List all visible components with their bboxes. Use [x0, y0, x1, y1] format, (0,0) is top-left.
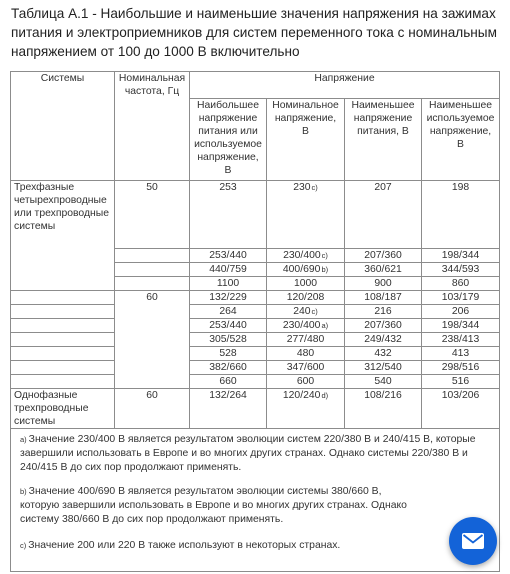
value-cell: 206 — [422, 305, 500, 319]
footnote-mark: c) — [311, 307, 318, 316]
value-cell: 207/360 — [345, 249, 422, 263]
value-cell: 240$^{c)}$ — [267, 305, 345, 319]
system-cell-empty — [11, 361, 115, 375]
frequency-cell: 50 — [115, 181, 190, 249]
value-cell: 312/540 — [345, 361, 422, 375]
value-cell: 900 — [345, 277, 422, 291]
value-cell: 432 — [345, 347, 422, 361]
footnote-mark: c) — [311, 183, 318, 192]
header-nominal-voltage: Номинальное напряжение, В — [267, 99, 345, 181]
frequency-cell-empty — [115, 277, 190, 291]
value-cell: 120/240$^{d)}$ — [267, 389, 345, 429]
value-cell: 253/440 — [190, 319, 267, 333]
mail-button[interactable] — [449, 517, 497, 565]
value-cell: 108/187 — [345, 291, 422, 305]
value-cell: 540 — [345, 375, 422, 389]
footnote-c: $^{c)}$ Значение 200 или 220 В также используют в некоторых странах. — [20, 540, 341, 551]
footnote-mark: c) — [321, 251, 328, 260]
value-cell: 600 — [267, 375, 345, 389]
system-cell-empty — [11, 305, 115, 319]
value-cell: 298/516 — [422, 361, 500, 375]
value-cell: 230$^{c)}$ — [267, 181, 345, 249]
value-cell: 344/593 — [422, 263, 500, 277]
value-cell: 360/621 — [345, 263, 422, 277]
value-cell: 480 — [267, 347, 345, 361]
value-cell: 238/413 — [422, 333, 500, 347]
header-voltage: Напряжение — [190, 72, 500, 99]
value-cell: 207/360 — [345, 319, 422, 333]
value-cell: 516 — [422, 375, 500, 389]
value-cell: 305/528 — [190, 333, 267, 347]
table-footnotes — [11, 429, 500, 572]
frequency-cell-empty — [115, 263, 190, 277]
value-cell: 216 — [345, 305, 422, 319]
value-cell: 528 — [190, 347, 267, 361]
footnote-a: $^{a)}$ Значение 230/400 В является результатом эволюции систем 220/380 В и 240/415 В, которые завершили использовать в Европе и во многих других странах. Однако системы 220/380 В и 240/415 В до сих пор продолжают применять. — [20, 434, 476, 473]
footnote-mark: a) — [321, 321, 329, 330]
value-cell: 347/600 — [267, 361, 345, 375]
value-cell: 413 — [422, 347, 500, 361]
value-cell: 103/179 — [422, 291, 500, 305]
system-cell-empty — [11, 375, 115, 389]
header-frequency: Номинальная частота, Гц — [115, 72, 190, 181]
footnote-mark: b) — [321, 265, 329, 274]
value-cell: 277/480 — [267, 333, 345, 347]
value-cell: 400/690$^{b)}$ — [267, 263, 345, 277]
footnote-mark: d) — [321, 391, 329, 400]
value-cell: 103/206 — [422, 389, 500, 429]
value-cell: 120/208 — [267, 291, 345, 305]
frequency-cell: 60 — [115, 389, 190, 429]
system-single-phase: Однофазные трехпроводные системы — [11, 389, 115, 429]
value-cell: 132/264 — [190, 389, 267, 429]
value-cell: 253 — [190, 181, 267, 249]
footnote-mark: c) — [20, 541, 27, 550]
value-cell: 198 — [422, 181, 500, 249]
value-cell: 253/440 — [190, 249, 267, 263]
footnote-mark: b) — [20, 487, 27, 496]
value-cell: 264 — [190, 305, 267, 319]
value-cell: 660 — [190, 375, 267, 389]
voltage-table — [10, 71, 500, 572]
value-cell: 860 — [422, 277, 500, 291]
value-cell: 207 — [345, 181, 422, 249]
value-cell: 249/432 — [345, 333, 422, 347]
value-cell: 108/216 — [345, 389, 422, 429]
value-cell: 230/400$^{c)}$ — [267, 249, 345, 263]
system-three-phase: Трехфазные четырехпроводные или трехпроводные системы — [11, 181, 115, 291]
header-min-used-voltage: Наименьшее используемое напряжение, В — [422, 99, 500, 181]
system-cell-empty — [11, 333, 115, 347]
frequency-cell: 60 — [115, 291, 190, 389]
header-min-supply-voltage: Наименьшее напряжение питания, В — [345, 99, 422, 181]
system-cell-empty — [11, 347, 115, 361]
system-cell-empty — [11, 291, 115, 305]
value-cell: 132/229 — [190, 291, 267, 305]
value-cell: 230/400$^{a)}$ — [267, 319, 345, 333]
value-cell: 382/660 — [190, 361, 267, 375]
table-caption: Таблица А.1 - Наибольшие и наименьшие значения напряжения на зажимах питания и электроприемников для систем переменного тока с номинальным напряжением от 100 до 1000 В включительно — [11, 6, 497, 59]
header-systems: Системы — [11, 72, 115, 181]
value-cell: 198/344 — [422, 249, 500, 263]
footnote-mark: a) — [20, 435, 27, 444]
value-cell: 440/759 — [190, 263, 267, 277]
header-max-voltage: Наибольшее напряжение питания или используемое напряжение, В — [190, 99, 267, 181]
system-cell-empty — [11, 319, 115, 333]
value-cell: 1100 — [190, 277, 267, 291]
value-cell: 1000 — [267, 277, 345, 291]
value-cell: 198/344 — [422, 319, 500, 333]
footnote-b: $^{b)}$ Значение 400/690 В является результатом эволюции системы 380/660 В, которую завершили использовать в Европе и во многих других странах. Однако систему 380/660 В до сих пор продолжают применять. — [20, 486, 407, 525]
frequency-cell-empty — [115, 249, 190, 263]
mail-icon — [462, 533, 484, 549]
